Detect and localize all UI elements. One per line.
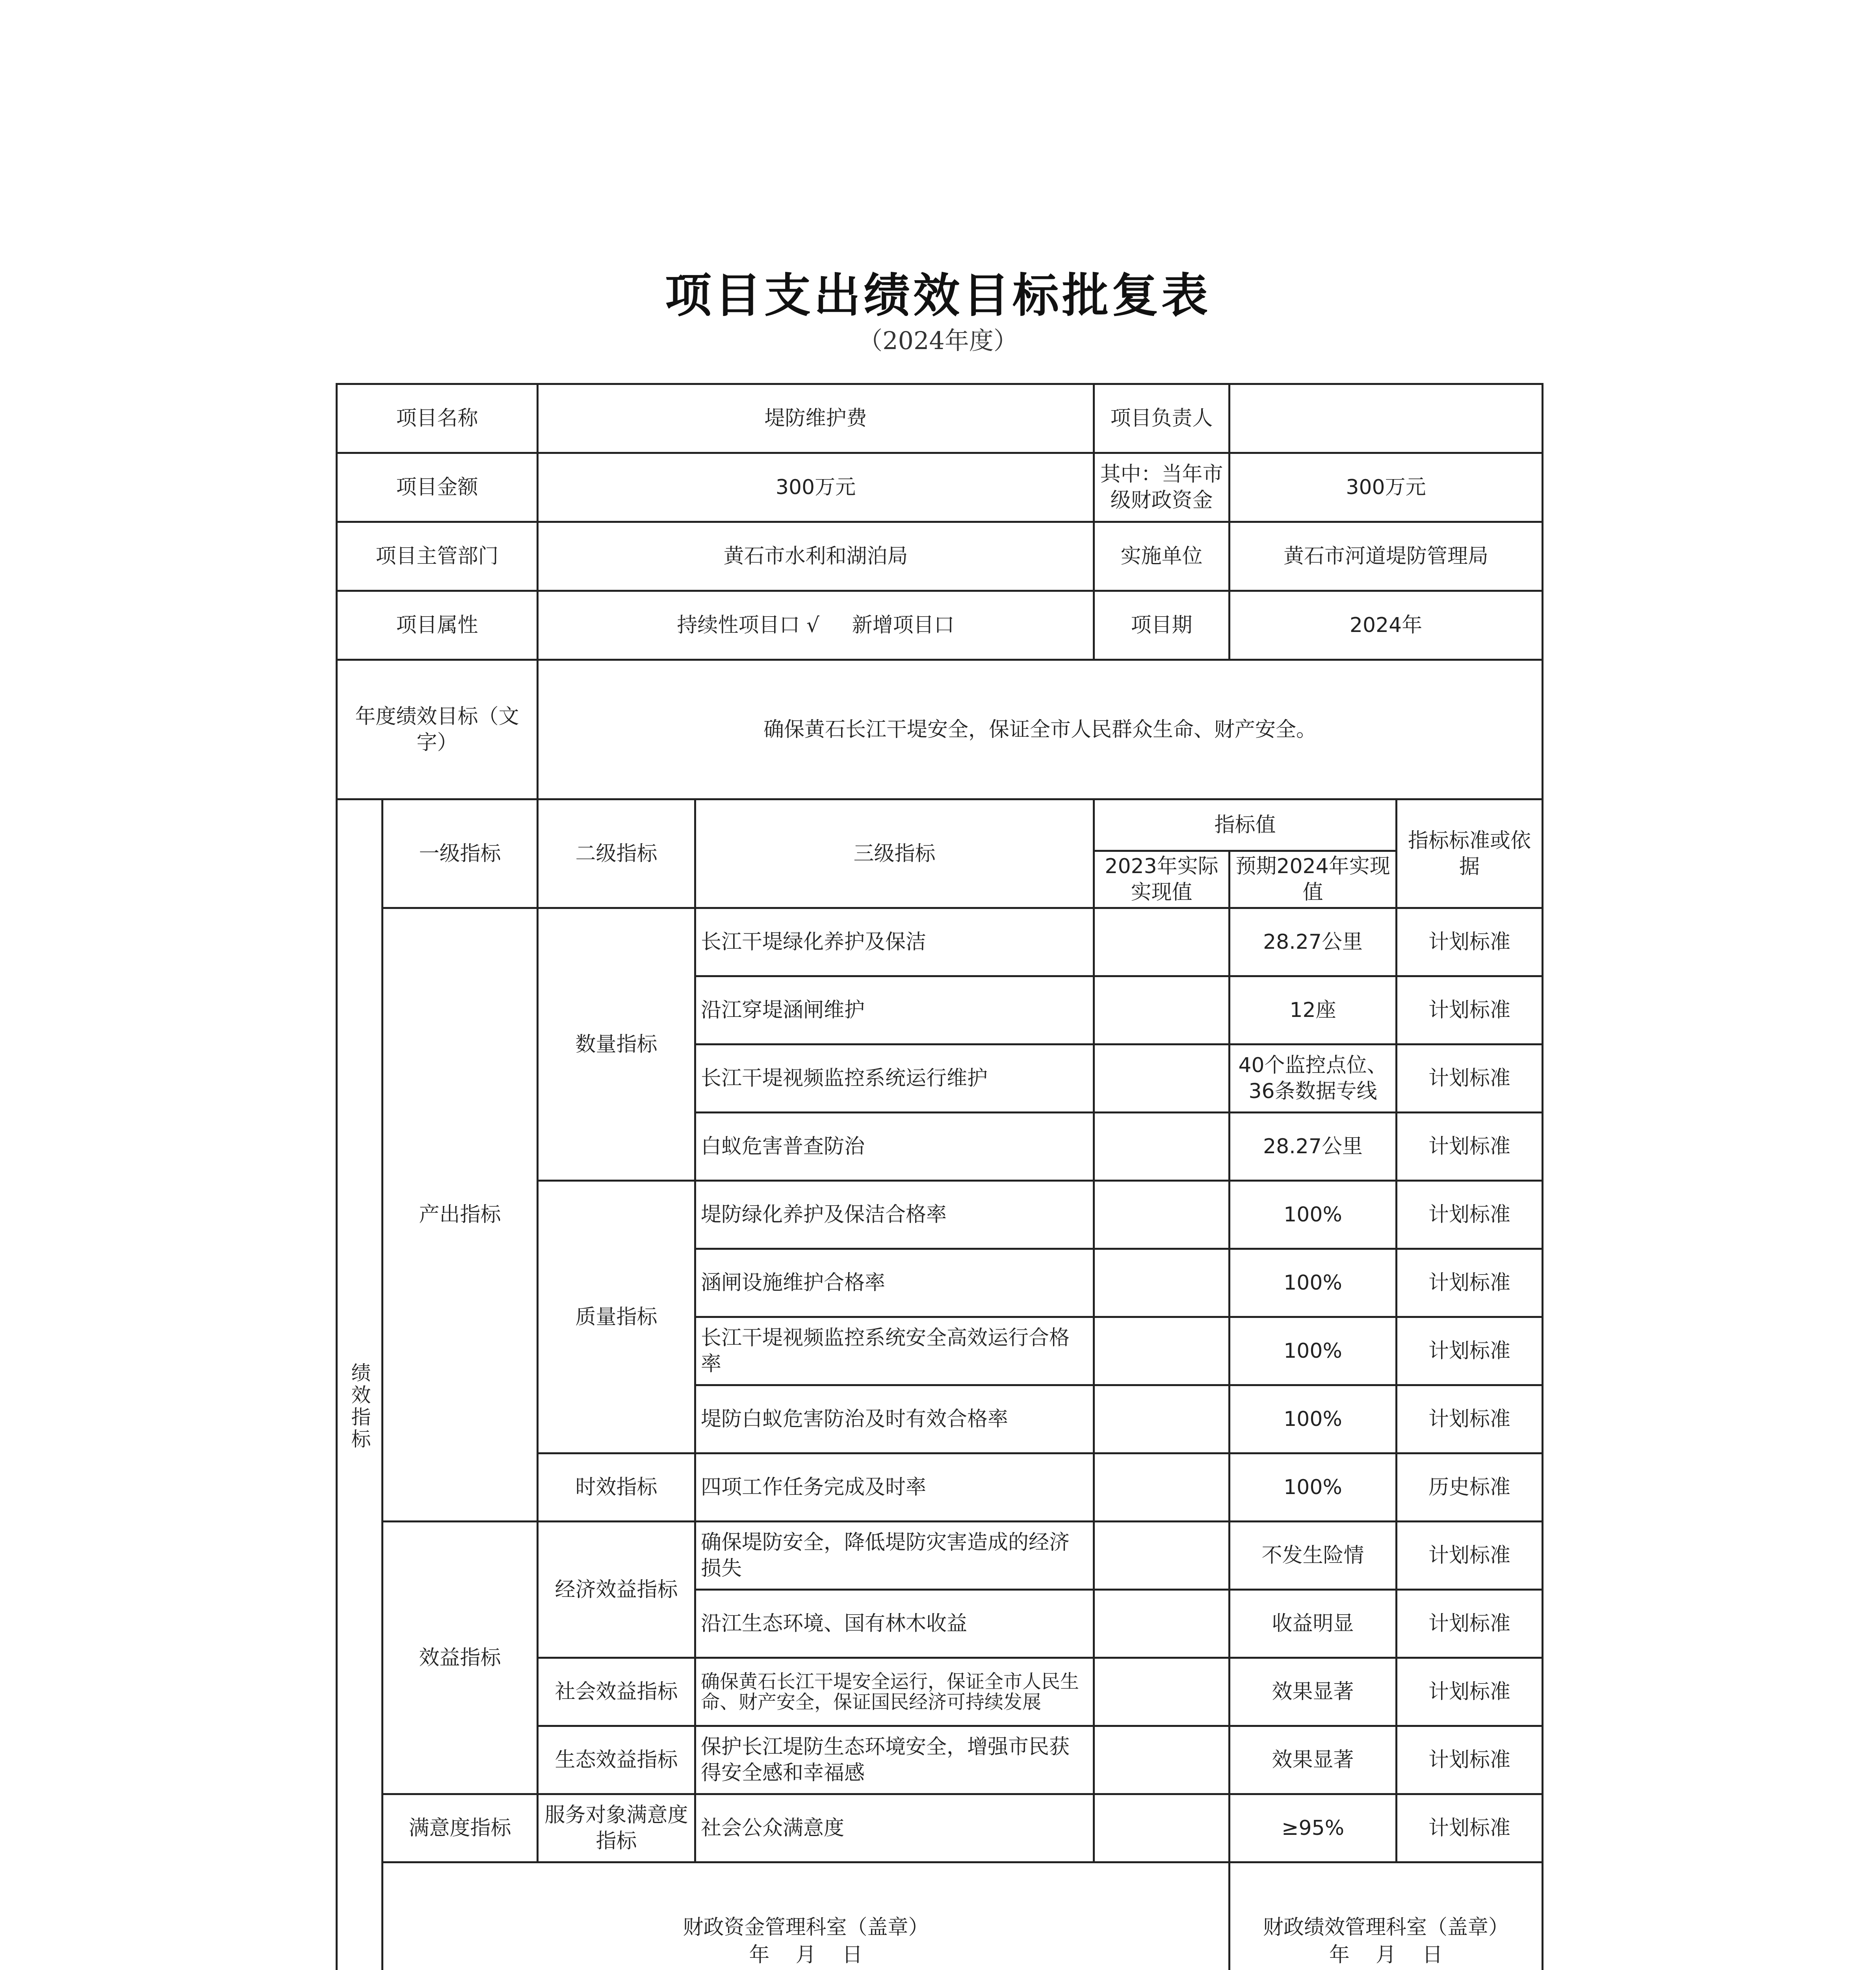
current-year-funds-label: 其中：当年市级财政资金 xyxy=(1094,453,1230,522)
impl-unit-value: 黄石市河道堤防管理局 xyxy=(1230,522,1543,591)
value-2023 xyxy=(1094,1113,1230,1181)
level3-indicator: 堤防白蚁危害防治及时有效合格率 xyxy=(695,1385,1094,1453)
level2-quantity: 数量指标 xyxy=(538,908,695,1181)
level3-indicator: 长江干堤视频监控系统运行维护 xyxy=(695,1044,1094,1113)
finance-performance-office-label: 财政绩效管理科室（盖章） xyxy=(1263,1915,1509,1939)
value-2023 xyxy=(1094,1044,1230,1113)
level2-ecological: 生态效益指标 xyxy=(538,1726,695,1794)
level3-indicator: 沿江穿堤涵闸维护 xyxy=(695,976,1094,1044)
value-2024: 100% xyxy=(1230,1385,1397,1453)
level3-indicator: 确保堤防安全，降低堤防灾害造成的经济损失 xyxy=(695,1522,1094,1590)
col-2023-header: 2023年实际实现值 xyxy=(1094,851,1230,908)
finance-performance-office-signature xyxy=(1230,1862,1543,1970)
attr-label: 项目属性 xyxy=(337,591,538,660)
level3-indicator: 沿江生态环境、国有林木收益 xyxy=(695,1590,1094,1658)
page-subtitle: （2024年度） xyxy=(858,326,1018,355)
level3-indicator: 四项工作任务完成及时率 xyxy=(695,1453,1094,1522)
indicator-basis: 计划标准 xyxy=(1397,1794,1543,1862)
level3-indicator: 长江干堤绿化养护及保洁 xyxy=(695,908,1094,976)
col-level3-header: 三级指标 xyxy=(695,799,1094,908)
value-2023 xyxy=(1094,1522,1230,1590)
indicator-basis: 计划标准 xyxy=(1397,1658,1543,1726)
dept-label: 项目主管部门 xyxy=(337,522,538,591)
value-2024: 100% xyxy=(1230,1453,1397,1522)
level3-indicator: 保护长江堤防生态环境安全，增强市民获得安全感和幸福感 xyxy=(695,1726,1094,1794)
value-2024: 效果显著 xyxy=(1230,1658,1397,1726)
indicator-basis: 计划标准 xyxy=(1397,1522,1543,1590)
level3-indicator: 白蚁危害普查防治 xyxy=(695,1113,1094,1181)
impl-unit-label: 实施单位 xyxy=(1094,522,1230,591)
value-2023 xyxy=(1094,1317,1230,1385)
level1-satisfaction: 满意度指标 xyxy=(383,1794,538,1862)
value-2023 xyxy=(1094,908,1230,976)
value-2023 xyxy=(1094,976,1230,1044)
value-2023 xyxy=(1094,1385,1230,1453)
value-2023 xyxy=(1094,1249,1230,1317)
value-2024: 不发生险情 xyxy=(1230,1522,1397,1590)
annual-goal-text: 确保黄石长江干堤安全，保证全市人民群众生命、财产安全。 xyxy=(538,660,1543,799)
value-2024: 12座 xyxy=(1230,976,1397,1044)
value-2024: 28.27公里 xyxy=(1230,1113,1397,1181)
amount-label: 项目金额 xyxy=(337,453,538,522)
level3-indicator: 长江干堤视频监控系统安全高效运行合格率 xyxy=(695,1317,1094,1385)
level1-output: 产出指标 xyxy=(383,908,538,1522)
value-2023 xyxy=(1094,1590,1230,1658)
level3-indicator: 堤防绿化养护及保洁合格率 xyxy=(695,1181,1094,1249)
value-2024: 40个监控点位、36条数据专线 xyxy=(1230,1044,1397,1113)
level2-economic: 经济效益指标 xyxy=(538,1522,695,1658)
indicator-basis: 计划标准 xyxy=(1397,1385,1543,1453)
dept-value: 黄石市水利和湖泊局 xyxy=(538,522,1094,591)
indicators-section-label: 绩效指标 xyxy=(337,799,383,1970)
value-2024: 100% xyxy=(1230,1181,1397,1249)
page-title: 项目支出绩效目标批复表 xyxy=(665,268,1211,323)
value-2024: 效果显著 xyxy=(1230,1726,1397,1794)
annual-goal-label: 年度绩效目标（文字） xyxy=(337,660,538,799)
level2-quality: 质量指标 xyxy=(538,1181,695,1453)
value-2024: ≥95% xyxy=(1230,1794,1397,1862)
col-basis-header: 指标标准或依据 xyxy=(1397,799,1543,908)
finance-fund-office-signature xyxy=(383,1862,1230,1970)
attr-value: 持续性项目口 √ 新增项目口 xyxy=(538,591,1094,660)
period-value: 2024年 xyxy=(1230,591,1543,660)
level3-indicator: 确保黄石长江干堤安全运行，保证全市人民生命、财产安全，保证国民经济可持续发展 xyxy=(695,1658,1094,1726)
level1-benefit: 效益指标 xyxy=(383,1522,538,1794)
indicator-basis: 计划标准 xyxy=(1397,976,1543,1044)
indicator-basis: 计划标准 xyxy=(1397,1317,1543,1385)
value-2023 xyxy=(1094,1726,1230,1794)
finance-performance-office-date: 年 月 日 xyxy=(1329,1943,1443,1967)
indicator-basis: 计划标准 xyxy=(1397,1726,1543,1794)
value-2023 xyxy=(1094,1453,1230,1522)
finance-fund-office-label: 财政资金管理科室（盖章） xyxy=(683,1915,929,1939)
value-2023 xyxy=(1094,1181,1230,1249)
col-level2-header: 二级指标 xyxy=(538,799,695,908)
indicator-basis: 计划标准 xyxy=(1397,1590,1543,1658)
value-2023 xyxy=(1094,1658,1230,1726)
current-year-funds-value: 300万元 xyxy=(1230,453,1543,522)
amount-value: 300万元 xyxy=(538,453,1094,522)
performance-target-table xyxy=(336,383,1544,1970)
indicator-basis: 计划标准 xyxy=(1397,1249,1543,1317)
indicator-basis: 历史标准 xyxy=(1397,1453,1543,1522)
indicator-basis: 计划标准 xyxy=(1397,908,1543,976)
owner-value xyxy=(1230,384,1543,453)
value-2024: 收益明显 xyxy=(1230,1590,1397,1658)
level3-indicator: 涵闸设施维护合格率 xyxy=(695,1249,1094,1317)
value-2024: 100% xyxy=(1230,1317,1397,1385)
finance-fund-office-date: 年 月 日 xyxy=(749,1943,863,1967)
project-name-value: 堤防维护费 xyxy=(538,384,1094,453)
level2-service: 服务对象满意度指标 xyxy=(538,1794,695,1862)
col-value-header: 指标值 xyxy=(1094,799,1397,851)
level2-timeliness: 时效指标 xyxy=(538,1453,695,1522)
value-2024: 28.27公里 xyxy=(1230,908,1397,976)
col-level1-header: 一级指标 xyxy=(383,799,538,908)
owner-label: 项目负责人 xyxy=(1094,384,1230,453)
indicator-basis: 计划标准 xyxy=(1397,1181,1543,1249)
indicator-basis: 计划标准 xyxy=(1397,1044,1543,1113)
level2-social: 社会效益指标 xyxy=(538,1658,695,1726)
value-2024: 100% xyxy=(1230,1249,1397,1317)
period-label: 项目期 xyxy=(1094,591,1230,660)
level3-indicator: 社会公众满意度 xyxy=(695,1794,1094,1862)
value-2023 xyxy=(1094,1794,1230,1862)
indicator-basis: 计划标准 xyxy=(1397,1113,1543,1181)
project-name-label: 项目名称 xyxy=(337,384,538,453)
col-2024-header: 预期2024年实现值 xyxy=(1230,851,1397,908)
